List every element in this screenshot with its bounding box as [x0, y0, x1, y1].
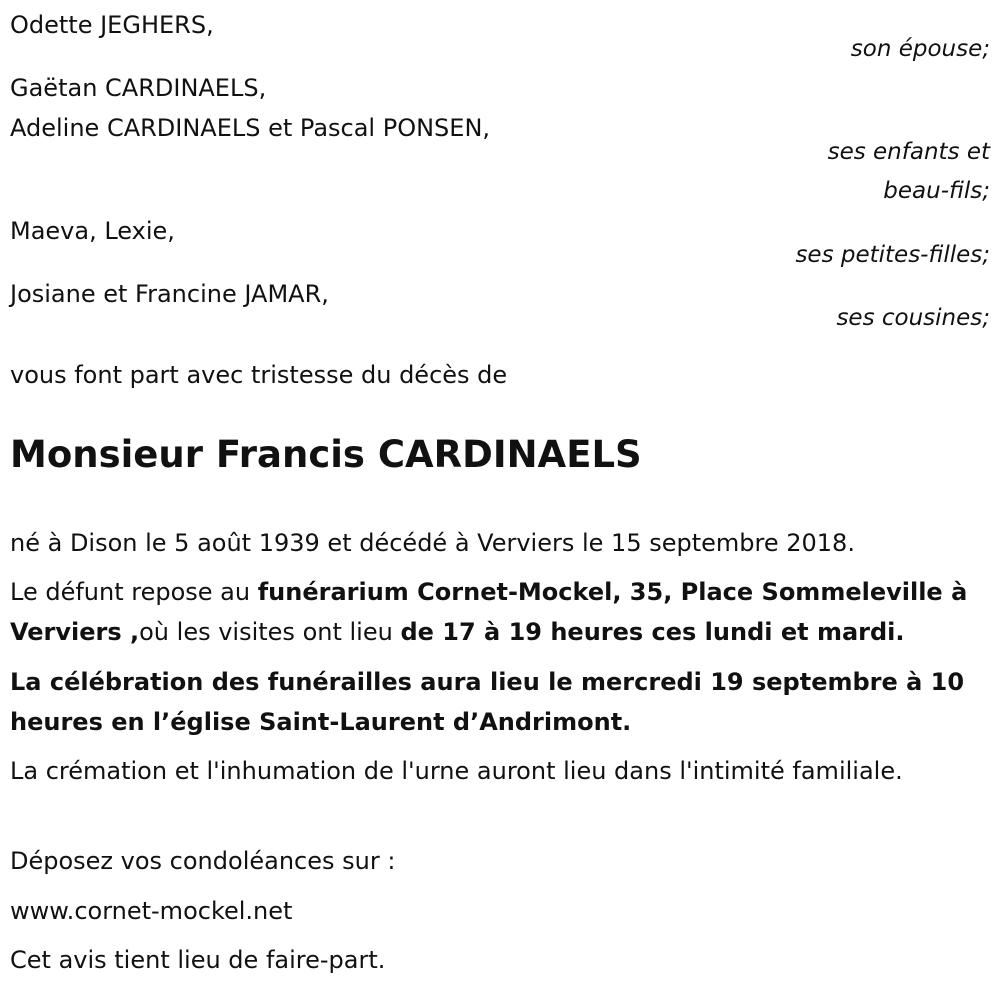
- visiting-hours: de 17 à 19 heures ces lundi et mardi.: [400, 618, 905, 646]
- granddaughters-names: Maeva, Lexie,: [10, 217, 175, 245]
- child-name-1: Gaëtan CARDINAELS,: [10, 74, 267, 102]
- resting-prefix: Le défunt repose au: [10, 578, 258, 606]
- child-name-2: Adeline CARDINAELS et Pascal PONSEN,: [10, 114, 491, 142]
- spouse-role: son épouse;: [850, 36, 990, 62]
- cremation-paragraph: La crémation et l'inhumation de l'urne auront lieu dans l'intimité familiale.: [10, 757, 903, 785]
- cousins-role: ses cousines;: [836, 305, 990, 331]
- visits-text: où les visites ont lieu: [139, 618, 401, 646]
- deceased-name: Monsieur Francis CARDINAELS: [10, 433, 642, 476]
- cousins-names: Josiane et Francine JAMAR,: [10, 280, 329, 308]
- funeral-home: funérarium Cornet-Mockel, 35, Place Sommeleville à Verviers ,: [10, 578, 968, 646]
- granddaughters-role: ses petites-filles;: [795, 242, 990, 268]
- birth-death-text: né à Dison le 5 août 1939 et décédé à Verviers le 15 septembre 2018.: [10, 529, 855, 557]
- children-role-line2: beau-fils;: [883, 178, 990, 204]
- children-role-line1: ses enfants et: [827, 139, 990, 165]
- notice-text: Cet avis tient lieu de faire-part.: [10, 946, 386, 974]
- spouse-name: Odette JEGHERS,: [10, 11, 214, 39]
- intro-text: vous font part avec tristesse du décès de: [10, 361, 508, 389]
- resting-place-paragraph: [10, 572, 995, 652]
- website-link[interactable]: www.cornet-mockel.net: [10, 897, 293, 925]
- ceremony-paragraph: La célébration des funérailles aura lieu le mercredi 19 septembre à 10 heures en l’église Saint-Laurent d’Andrimont.: [10, 668, 965, 736]
- condolences-label: Déposez vos condoléances sur :: [10, 847, 396, 875]
